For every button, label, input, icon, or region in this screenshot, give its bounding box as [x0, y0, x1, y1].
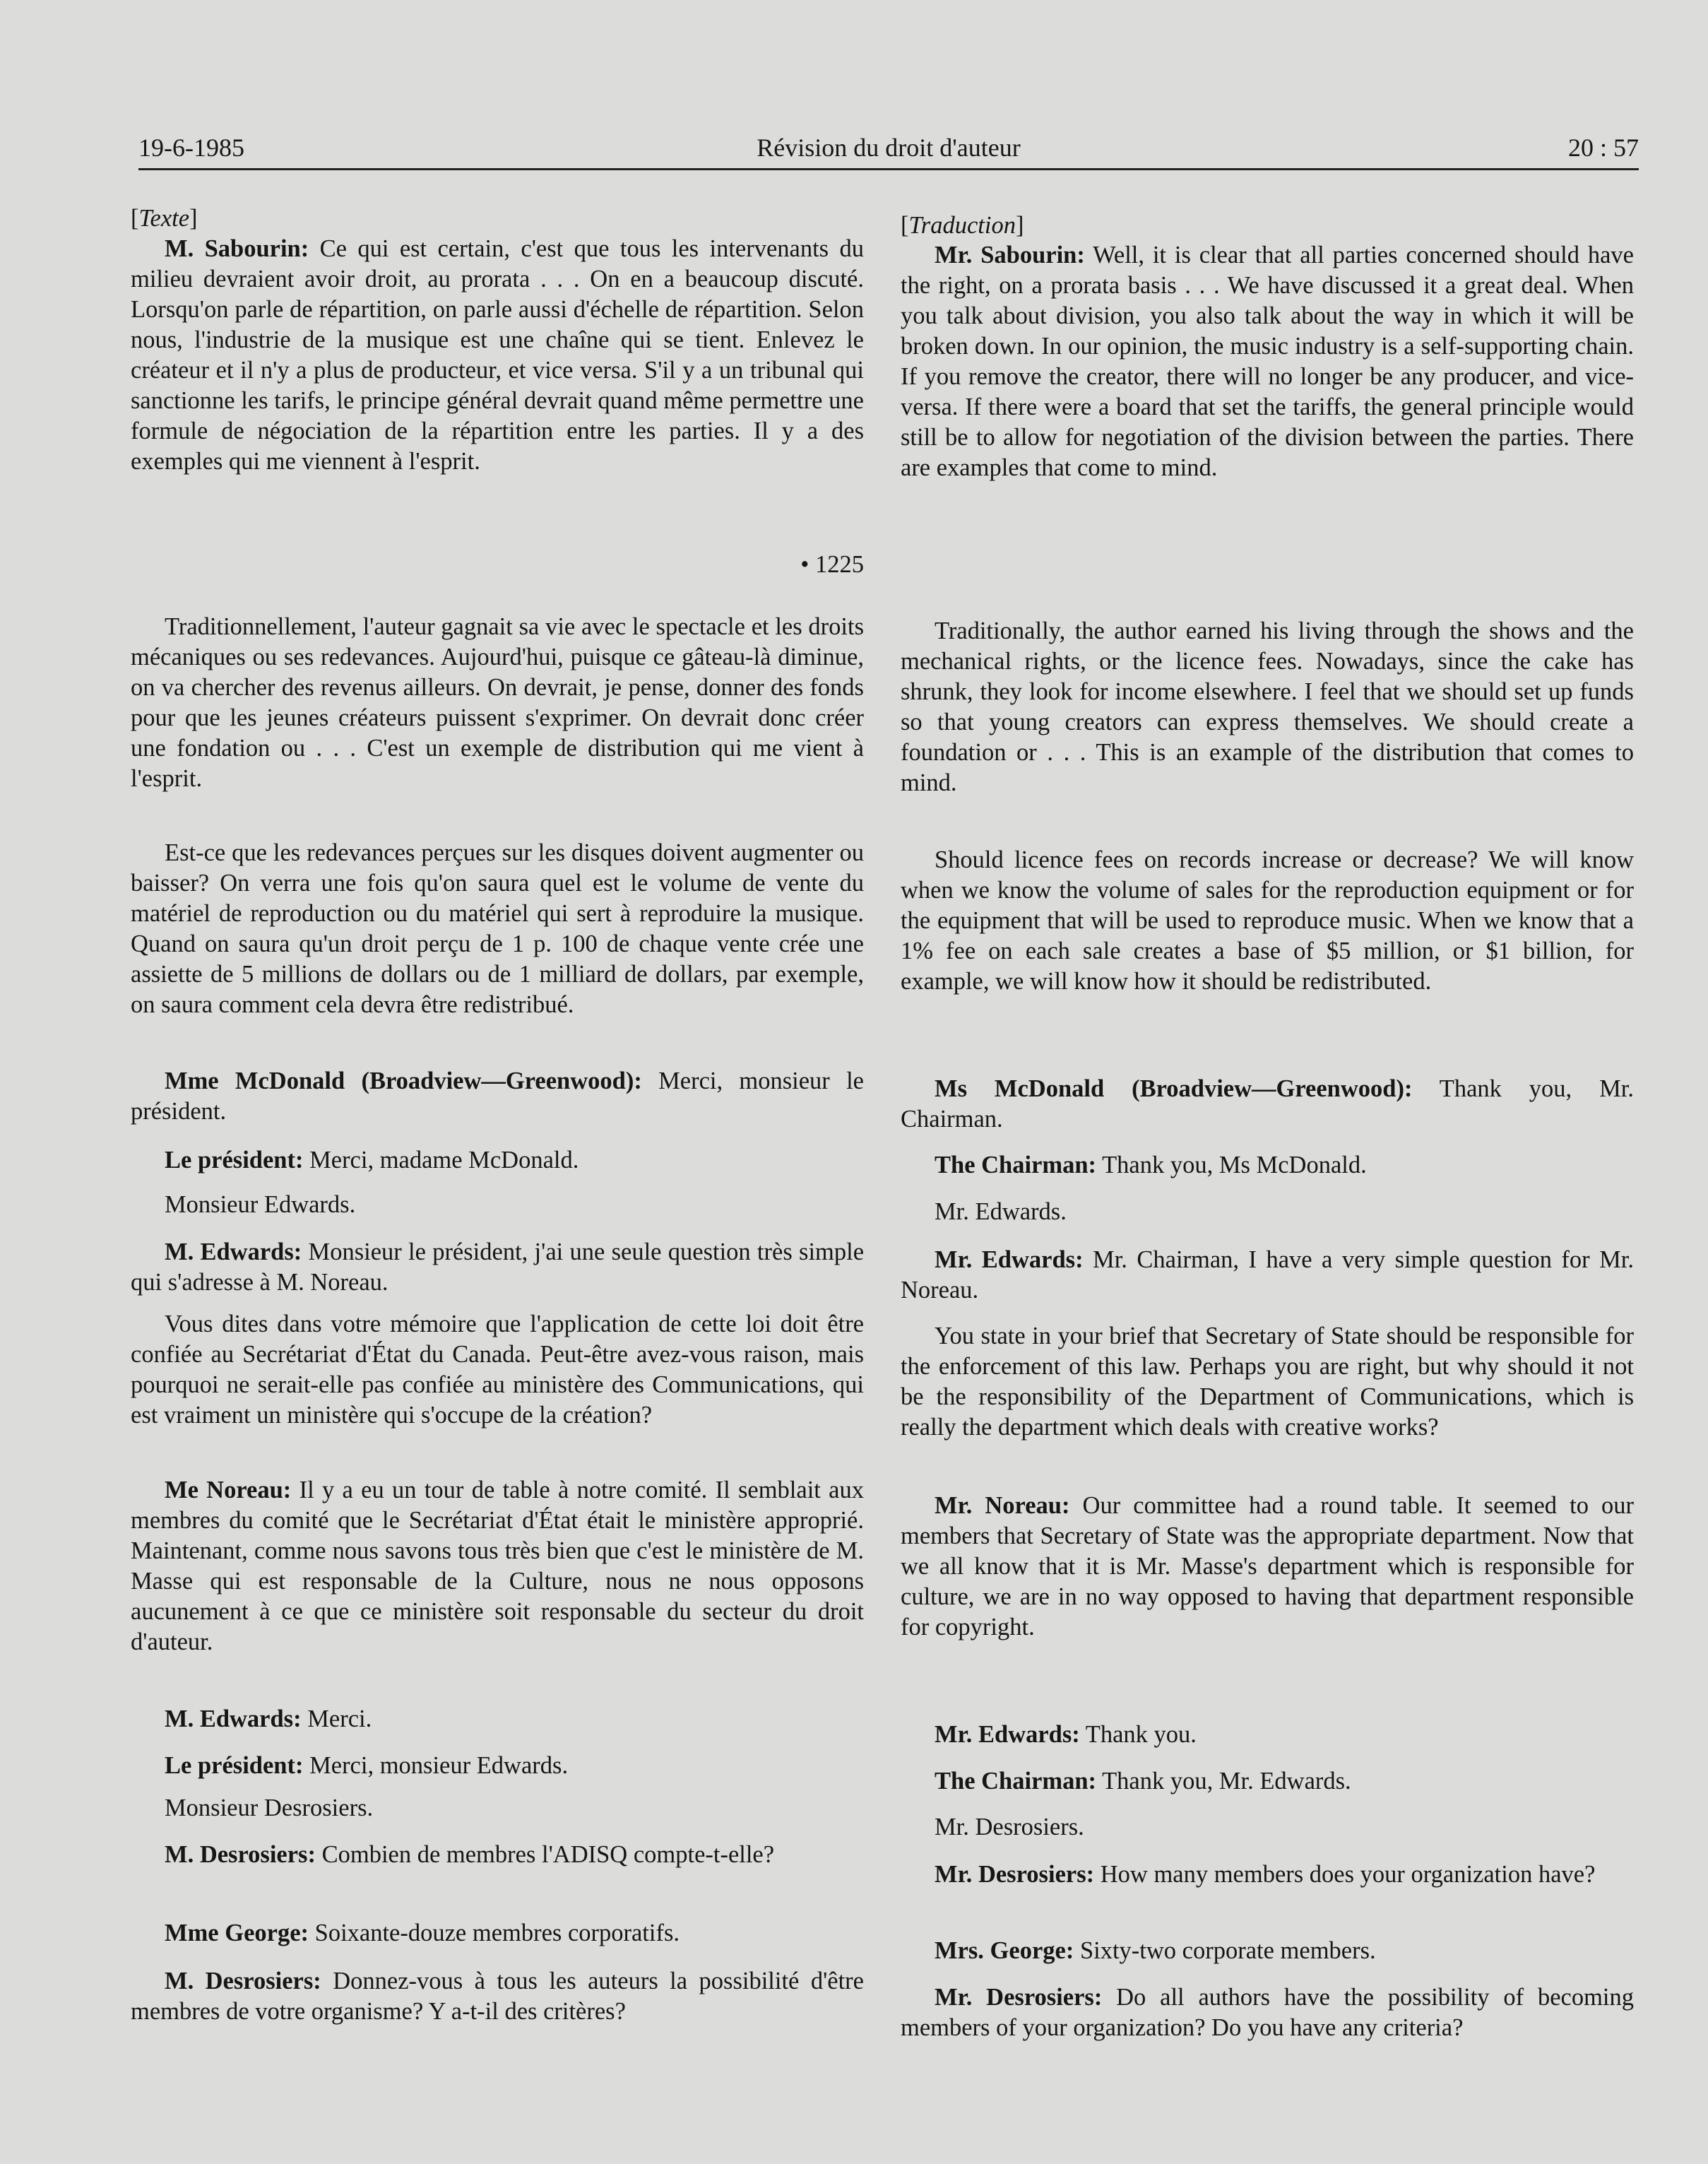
paragraph: Mr. Desrosiers.	[935, 1814, 1084, 1840]
paragraph: M. Desrosiers: Donnez-vous à tous les auteurs la possibilité d'être membres de votre organisme? Y a-t-il des critères?	[131, 1968, 864, 2025]
speaker-name: M. Sabourin:	[165, 235, 309, 262]
column-tag: [Traduction]	[901, 212, 1024, 239]
paragraph: Le président: Merci, monsieur Edwards.	[165, 1752, 569, 1779]
paragraph: Should licence fees on records increase or decrease? We will know when we know the volume of sales for the reproduction equipment or for the equipment that will be used to reproduce music. When we know that a 1% fee on each sale creates a base of $5 million, or $1 billion, for example, we will know how it should be redistributed.	[901, 846, 1634, 995]
paragraph: Vous dites dans votre mémoire que l'application de cette loi doit être confiée au Secrétariat d'État du Canada. Peut-être avez-vous raison, mais pourquoi ne serait-elle pas confiée au ministère des Communications, qui est vraiment un ministère qui s'occupe de la création?	[131, 1311, 864, 1429]
header-date: 19-6-1985	[138, 134, 244, 162]
paragraph: Traditionally, the author earned his living through the shows and the mechanical rights, or the licence fees. Nowadays, since the cake has shrunk, they look for income elsewhere. I feel that we should set up funds so that young creators can express themselves. We should create a foundation or . . . This is an example of the distribution that comes to mind.	[901, 617, 1634, 796]
paragraph: Mr. Desrosiers: How many members does your organization have?	[935, 1861, 1596, 1888]
page-header	[138, 127, 1639, 175]
column-tag: [Texte]	[131, 205, 198, 232]
paragraph: Mme McDonald (Broadview—Greenwood): Merci, monsieur le président.	[131, 1068, 864, 1125]
paragraph: M. Edwards: Monsieur le président, j'ai une seule question très simple qui s'adresse à M. Noreau.	[131, 1238, 865, 1296]
paragraph: Mme George: Soixante-douze membres corporatifs.	[165, 1920, 680, 1946]
paragraph: Mr. Edwards.	[935, 1198, 1067, 1225]
header-rule	[138, 168, 1639, 170]
paragraph: M. Sabourin: Ce qui est certain, c'est que tous les intervenants du milieu devraient avoir droit, au prorata . . . On en a beaucoup discuté. Lorsqu'on parle de répartition, on parle aussi d'échelle de répartition. Selon nous, l'industrie de la musique est une chaîne qui se tient. Enlevez le créateur et il n'y a plus de producteur, et vice versa. S'il y a un tribunal qui sanctionne les tarifs, le principe général devrait quand même permettre une formule de négociation de la répartition entre les parties. Il y a des exemples qui me viennent à l'esprit.	[131, 235, 864, 475]
paragraph: Mr. Sabourin: Well, it is clear that all parties concerned should have the right, on a prorata basis . . . We have discussed it a great deal. When you talk about division, you also talk about the way in which it will be broken down. In our opinion, the music industry is a self-supporting chain. If you remove the creator, there will no longer be any producer, and vice-versa. If there were a board that set the tariffs, the general principle would still be to allow for negotiation of the division between the parties. There are examples that come to mind.	[901, 242, 1634, 481]
paragraph: Monsieur Desrosiers.	[165, 1795, 374, 1821]
paragraph: Monsieur Edwards.	[165, 1191, 356, 1218]
paragraph: M. Desrosiers: Combien de membres l'ADISQ compte-t-elle?	[165, 1841, 775, 1868]
paragraph: Mr. Edwards: Thank you.	[935, 1721, 1197, 1748]
paragraph: Mr. Edwards: Mr. Chairman, I have a very simple question for Mr. Noreau.	[901, 1246, 1634, 1303]
paragraph: Mrs. George: Sixty-two corporate members.	[935, 1937, 1376, 1964]
paragraph: Mr. Noreau: Our committee had a round table. It seemed to our members that Secretary of State was the appropriate department. Now that we all know that it is Mr. Masse's department which is responsible for culture, we are in no way opposed to having that department responsible for copyright.	[901, 1492, 1634, 1640]
paragraph: The Chairman: Thank you, Mr. Edwards.	[935, 1768, 1351, 1795]
paragraph: You state in your brief that Secretary of State should be responsible for the enforcement of this law. Perhaps you are right, but why should it not be the responsibility of the Department of Communications, which is really the department which deals with creative works?	[901, 1323, 1634, 1441]
paragraph: Ms McDonald (Broadview—Greenwood): Thank you, Mr. Chairman.	[901, 1075, 1634, 1133]
paragraph: Traditionnellement, l'auteur gagnait sa vie avec le spectacle et les droits mécaniques ou ses redevances. Aujourd'hui, puisque ce gâteau-là diminue, on va chercher des revenus ailleurs. On devrait, je pense, donner des fonds pour que les jeunes créateurs puissent s'exprimer. On devrait donc créer une fondation ou . . . C'est un exemple de distribution qui me vient à l'esprit.	[131, 613, 864, 792]
header-page-number: 20 : 57	[1567, 134, 1639, 162]
paragraph: Mr. Desrosiers: Do all authors have the possibility of becoming members of your organization? Do you have any criteria?	[901, 1984, 1634, 2041]
paragraph: The Chairman: Thank you, Ms McDonald.	[935, 1152, 1367, 1178]
paragraph: M. Edwards: Merci.	[165, 1705, 372, 1732]
header-title: Révision du droit d'auteur	[757, 134, 1021, 162]
paragraph: Est-ce que les redevances perçues sur les disques doivent augmenter ou baisser? On verra une fois qu'on saura quel est le volume de vente du matériel de reproduction ou du matériel qui sert à reproduire la musique. Quand on saura qu'un droit perçu de 1 p. 100 de chaque vente crée une assiette de 5 millions de dollars ou de 1 milliard de dollars, par exemple, on saura comment cela devra être redistribué.	[131, 839, 864, 1018]
time-marker: • 1225	[800, 551, 864, 578]
paragraph: Le président: Merci, madame McDonald.	[165, 1147, 579, 1173]
paragraph: Me Noreau: Il y a eu un tour de table à notre comité. Il semblait aux membres du comité que le Secrétariat d'État était le ministère approprié. Maintenant, comme nous savons tous très bien que c'est le ministère de M. Masse qui est responsable de la Culture, nous ne nous opposons aucunement à ce que ce ministère soit responsable du secteur du droit d'auteur.	[131, 1477, 864, 1655]
